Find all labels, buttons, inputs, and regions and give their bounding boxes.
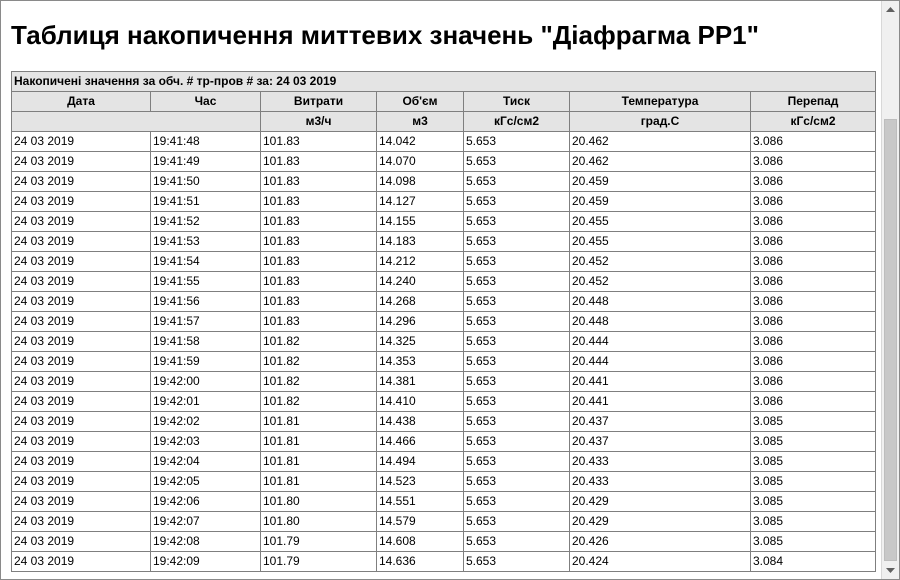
cell-volume: 14.636 bbox=[377, 552, 464, 572]
cell-temperature: 20.433 bbox=[570, 452, 751, 472]
cell-temperature: 20.426 bbox=[570, 532, 751, 552]
table-row bbox=[12, 472, 876, 492]
cell-time: 19:41:54 bbox=[151, 252, 261, 272]
cell-flow: 101.83 bbox=[261, 152, 377, 172]
table-row bbox=[12, 492, 876, 512]
cell-differential: 3.086 bbox=[751, 172, 876, 192]
cell-date: 24 03 2019 bbox=[12, 312, 151, 332]
table-row bbox=[12, 172, 876, 192]
accumulation-table bbox=[11, 71, 876, 572]
cell-temperature: 20.462 bbox=[570, 132, 751, 152]
table-row bbox=[12, 452, 876, 472]
table-body bbox=[12, 132, 876, 572]
cell-flow: 101.81 bbox=[261, 472, 377, 492]
cell-volume: 14.551 bbox=[377, 492, 464, 512]
cell-temperature: 20.452 bbox=[570, 252, 751, 272]
header-time: Час bbox=[151, 92, 261, 112]
unit-flow: м3/ч bbox=[261, 112, 377, 132]
cell-date: 24 03 2019 bbox=[12, 232, 151, 252]
cell-temperature: 20.452 bbox=[570, 272, 751, 292]
cell-time: 19:41:56 bbox=[151, 292, 261, 312]
scrollbar-thumb[interactable] bbox=[884, 119, 897, 561]
cell-time: 19:42:01 bbox=[151, 392, 261, 412]
cell-flow: 101.82 bbox=[261, 332, 377, 352]
cell-temperature: 20.429 bbox=[570, 512, 751, 532]
cell-flow: 101.83 bbox=[261, 232, 377, 252]
cell-date: 24 03 2019 bbox=[12, 412, 151, 432]
cell-pressure: 5.653 bbox=[464, 152, 570, 172]
cell-flow: 101.83 bbox=[261, 292, 377, 312]
cell-time: 19:42:07 bbox=[151, 512, 261, 532]
cell-time: 19:41:48 bbox=[151, 132, 261, 152]
cell-differential: 3.085 bbox=[751, 412, 876, 432]
cell-pressure: 5.653 bbox=[464, 452, 570, 472]
cell-differential: 3.086 bbox=[751, 272, 876, 292]
cell-volume: 14.240 bbox=[377, 272, 464, 292]
cell-differential: 3.085 bbox=[751, 492, 876, 512]
cell-temperature: 20.437 bbox=[570, 432, 751, 452]
unit-temperature: град.С bbox=[570, 112, 751, 132]
cell-volume: 14.212 bbox=[377, 252, 464, 272]
cell-flow: 101.81 bbox=[261, 412, 377, 432]
cell-flow: 101.82 bbox=[261, 352, 377, 372]
arrow-up-icon bbox=[886, 7, 895, 13]
cell-pressure: 5.653 bbox=[464, 492, 570, 512]
cell-temperature: 20.455 bbox=[570, 212, 751, 232]
cell-date: 24 03 2019 bbox=[12, 372, 151, 392]
cell-temperature: 20.448 bbox=[570, 312, 751, 332]
cell-date: 24 03 2019 bbox=[12, 552, 151, 572]
cell-flow: 101.83 bbox=[261, 172, 377, 192]
cell-pressure: 5.653 bbox=[464, 232, 570, 252]
cell-flow: 101.82 bbox=[261, 372, 377, 392]
cell-time: 19:41:51 bbox=[151, 192, 261, 212]
scroll-up-button[interactable] bbox=[882, 1, 899, 18]
table-row bbox=[12, 192, 876, 212]
cell-pressure: 5.653 bbox=[464, 172, 570, 192]
cell-date: 24 03 2019 bbox=[12, 432, 151, 452]
cell-date: 24 03 2019 bbox=[12, 492, 151, 512]
cell-volume: 14.466 bbox=[377, 432, 464, 452]
cell-date: 24 03 2019 bbox=[12, 332, 151, 352]
cell-date: 24 03 2019 bbox=[12, 512, 151, 532]
header-pressure: Тиск bbox=[464, 92, 570, 112]
cell-differential: 3.085 bbox=[751, 452, 876, 472]
cell-time: 19:41:49 bbox=[151, 152, 261, 172]
cell-pressure: 5.653 bbox=[464, 552, 570, 572]
cell-pressure: 5.653 bbox=[464, 512, 570, 532]
unit-pressure: кГс/см2 bbox=[464, 112, 570, 132]
cell-differential: 3.086 bbox=[751, 332, 876, 352]
cell-temperature: 20.455 bbox=[570, 232, 751, 252]
cell-volume: 14.579 bbox=[377, 512, 464, 532]
cell-flow: 101.80 bbox=[261, 492, 377, 512]
table-caption: Накопичені значення за обч. # тр-пров # за: 24 03 2019 bbox=[12, 72, 876, 92]
cell-flow: 101.79 bbox=[261, 532, 377, 552]
cell-time: 19:41:55 bbox=[151, 272, 261, 292]
cell-differential: 3.085 bbox=[751, 472, 876, 492]
table-row bbox=[12, 152, 876, 172]
cell-flow: 101.83 bbox=[261, 132, 377, 152]
cell-time: 19:42:08 bbox=[151, 532, 261, 552]
unit-empty bbox=[12, 112, 261, 132]
cell-temperature: 20.424 bbox=[570, 552, 751, 572]
table-row bbox=[12, 352, 876, 372]
report-content bbox=[1, 1, 881, 579]
cell-differential: 3.086 bbox=[751, 292, 876, 312]
cell-volume: 14.155 bbox=[377, 212, 464, 232]
cell-temperature: 20.444 bbox=[570, 332, 751, 352]
table-row bbox=[12, 372, 876, 392]
unit-volume: м3 bbox=[377, 112, 464, 132]
cell-volume: 14.098 bbox=[377, 172, 464, 192]
cell-pressure: 5.653 bbox=[464, 132, 570, 152]
cell-date: 24 03 2019 bbox=[12, 212, 151, 232]
table-row bbox=[12, 552, 876, 572]
cell-pressure: 5.653 bbox=[464, 372, 570, 392]
cell-date: 24 03 2019 bbox=[12, 172, 151, 192]
cell-volume: 14.042 bbox=[377, 132, 464, 152]
cell-time: 19:42:03 bbox=[151, 432, 261, 452]
cell-pressure: 5.653 bbox=[464, 412, 570, 432]
cell-pressure: 5.653 bbox=[464, 292, 570, 312]
cell-volume: 14.070 bbox=[377, 152, 464, 172]
cell-time: 19:42:09 bbox=[151, 552, 261, 572]
table-row bbox=[12, 232, 876, 252]
cell-temperature: 20.433 bbox=[570, 472, 751, 492]
table-row bbox=[12, 392, 876, 412]
cell-pressure: 5.653 bbox=[464, 312, 570, 332]
cell-temperature: 20.462 bbox=[570, 152, 751, 172]
cell-temperature: 20.441 bbox=[570, 392, 751, 412]
cell-date: 24 03 2019 bbox=[12, 292, 151, 312]
table-row bbox=[12, 212, 876, 232]
header-flow: Витрати bbox=[261, 92, 377, 112]
cell-pressure: 5.653 bbox=[464, 532, 570, 552]
cell-volume: 14.353 bbox=[377, 352, 464, 372]
header-temperature: Температура bbox=[570, 92, 751, 112]
cell-differential: 3.086 bbox=[751, 392, 876, 412]
cell-pressure: 5.653 bbox=[464, 432, 570, 452]
cell-volume: 14.438 bbox=[377, 412, 464, 432]
cell-date: 24 03 2019 bbox=[12, 532, 151, 552]
cell-temperature: 20.459 bbox=[570, 192, 751, 212]
cell-volume: 14.494 bbox=[377, 452, 464, 472]
header-volume: Об'єм bbox=[377, 92, 464, 112]
cell-flow: 101.81 bbox=[261, 452, 377, 472]
cell-pressure: 5.653 bbox=[464, 212, 570, 232]
cell-flow: 101.83 bbox=[261, 252, 377, 272]
cell-pressure: 5.653 bbox=[464, 392, 570, 412]
cell-temperature: 20.444 bbox=[570, 352, 751, 372]
vertical-scrollbar[interactable] bbox=[881, 1, 899, 579]
page-title: Таблиця накопичення миттевих значень "Діафрагма РР1" bbox=[11, 20, 759, 50]
cell-differential: 3.085 bbox=[751, 512, 876, 532]
cell-pressure: 5.653 bbox=[464, 472, 570, 492]
table-row bbox=[12, 512, 876, 532]
table-row bbox=[12, 132, 876, 152]
cell-flow: 101.82 bbox=[261, 392, 377, 412]
cell-flow: 101.83 bbox=[261, 212, 377, 232]
cell-flow: 101.83 bbox=[261, 312, 377, 332]
cell-volume: 14.325 bbox=[377, 332, 464, 352]
table-row bbox=[12, 532, 876, 552]
cell-volume: 14.127 bbox=[377, 192, 464, 212]
cell-differential: 3.086 bbox=[751, 232, 876, 252]
cell-time: 19:42:06 bbox=[151, 492, 261, 512]
cell-date: 24 03 2019 bbox=[12, 192, 151, 212]
cell-differential: 3.086 bbox=[751, 352, 876, 372]
cell-differential: 3.086 bbox=[751, 372, 876, 392]
arrow-down-icon bbox=[886, 568, 895, 574]
cell-time: 19:41:57 bbox=[151, 312, 261, 332]
cell-volume: 14.608 bbox=[377, 532, 464, 552]
table-row bbox=[12, 412, 876, 432]
cell-flow: 101.79 bbox=[261, 552, 377, 572]
cell-flow: 101.83 bbox=[261, 192, 377, 212]
table-header-row bbox=[12, 92, 876, 112]
cell-time: 19:42:05 bbox=[151, 472, 261, 492]
cell-time: 19:41:59 bbox=[151, 352, 261, 372]
cell-differential: 3.086 bbox=[751, 312, 876, 332]
cell-date: 24 03 2019 bbox=[12, 252, 151, 272]
cell-pressure: 5.653 bbox=[464, 272, 570, 292]
cell-differential: 3.086 bbox=[751, 212, 876, 232]
table-units-row bbox=[12, 112, 876, 132]
cell-differential: 3.084 bbox=[751, 552, 876, 572]
cell-flow: 101.81 bbox=[261, 432, 377, 452]
cell-time: 19:41:52 bbox=[151, 212, 261, 232]
cell-temperature: 20.437 bbox=[570, 412, 751, 432]
unit-differential: кГс/см2 bbox=[751, 112, 876, 132]
cell-differential: 3.086 bbox=[751, 252, 876, 272]
cell-differential: 3.085 bbox=[751, 432, 876, 452]
cell-temperature: 20.448 bbox=[570, 292, 751, 312]
cell-differential: 3.086 bbox=[751, 132, 876, 152]
cell-volume: 14.296 bbox=[377, 312, 464, 332]
cell-pressure: 5.653 bbox=[464, 252, 570, 272]
cell-date: 24 03 2019 bbox=[12, 132, 151, 152]
cell-volume: 14.183 bbox=[377, 232, 464, 252]
table-row bbox=[12, 432, 876, 452]
cell-time: 19:42:00 bbox=[151, 372, 261, 392]
table-row bbox=[12, 332, 876, 352]
scroll-down-button[interactable] bbox=[882, 562, 899, 579]
cell-flow: 101.83 bbox=[261, 272, 377, 292]
cell-pressure: 5.653 bbox=[464, 192, 570, 212]
table-row bbox=[12, 252, 876, 272]
cell-time: 19:41:53 bbox=[151, 232, 261, 252]
cell-time: 19:41:50 bbox=[151, 172, 261, 192]
table-row bbox=[12, 272, 876, 292]
table-caption-row bbox=[12, 72, 876, 92]
cell-time: 19:41:58 bbox=[151, 332, 261, 352]
header-differential: Перепад bbox=[751, 92, 876, 112]
cell-differential: 3.086 bbox=[751, 192, 876, 212]
cell-date: 24 03 2019 bbox=[12, 152, 151, 172]
cell-time: 19:42:04 bbox=[151, 452, 261, 472]
cell-date: 24 03 2019 bbox=[12, 392, 151, 412]
cell-volume: 14.410 bbox=[377, 392, 464, 412]
cell-volume: 14.523 bbox=[377, 472, 464, 492]
cell-temperature: 20.441 bbox=[570, 372, 751, 392]
cell-flow: 101.80 bbox=[261, 512, 377, 532]
cell-date: 24 03 2019 bbox=[12, 272, 151, 292]
cell-differential: 3.086 bbox=[751, 152, 876, 172]
table-row bbox=[12, 292, 876, 312]
cell-volume: 14.381 bbox=[377, 372, 464, 392]
cell-volume: 14.268 bbox=[377, 292, 464, 312]
table-row bbox=[12, 312, 876, 332]
cell-temperature: 20.459 bbox=[570, 172, 751, 192]
cell-temperature: 20.429 bbox=[570, 492, 751, 512]
cell-differential: 3.085 bbox=[751, 532, 876, 552]
header-date: Дата bbox=[12, 92, 151, 112]
cell-date: 24 03 2019 bbox=[12, 352, 151, 372]
cell-pressure: 5.653 bbox=[464, 352, 570, 372]
cell-pressure: 5.653 bbox=[464, 332, 570, 352]
cell-date: 24 03 2019 bbox=[12, 472, 151, 492]
cell-time: 19:42:02 bbox=[151, 412, 261, 432]
cell-date: 24 03 2019 bbox=[12, 452, 151, 472]
